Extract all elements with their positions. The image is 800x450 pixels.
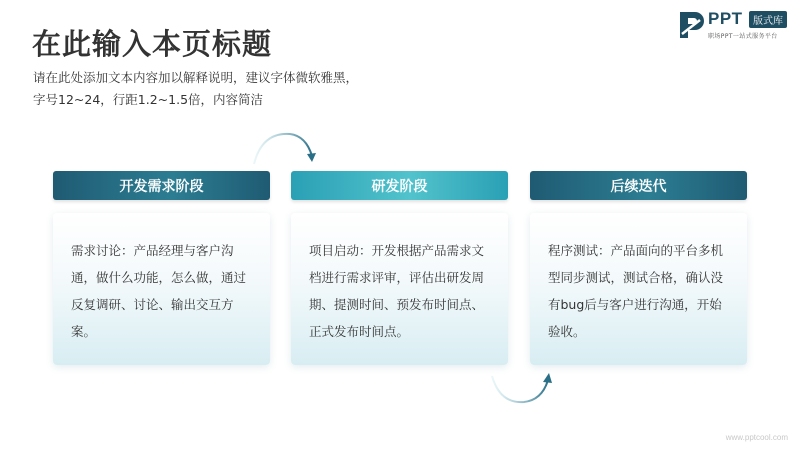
watermark: www.pptcool.com bbox=[725, 433, 788, 442]
stage-3-card bbox=[530, 213, 747, 365]
brand-logo bbox=[678, 8, 794, 42]
stage-1-text: 需求讨论：产品经理与客户沟通，做什么功能，怎么做，通过反复调研、讨论、输出交互方案。 bbox=[71, 243, 247, 339]
curved-arrow-bottom-icon bbox=[486, 368, 558, 408]
logo-p-icon bbox=[678, 10, 706, 40]
subtitle-line-2: 字号12~24，行距1.2~1.5倍，内容简洁 bbox=[33, 92, 264, 107]
stage-2-header: 研发阶段 bbox=[291, 171, 508, 200]
stage-1-header: 开发需求阶段 bbox=[53, 171, 270, 200]
page-title: 在此输入本页标题 bbox=[32, 27, 273, 61]
logo-badge: 版式库 bbox=[749, 11, 787, 28]
logo-tagline: 职场PPT一站式服务平台 bbox=[708, 33, 778, 40]
stage-1-card bbox=[53, 213, 270, 365]
stage-2-text: 项目启动：开发根据产品需求文档进行需求评审，评估出研发周期、提测时间、预发布时间点、正式发布时间点。 bbox=[309, 243, 485, 339]
curved-arrow-top-icon bbox=[248, 128, 320, 170]
page-subtitle bbox=[33, 67, 358, 111]
subtitle-line-1: 请在此处添加文本内容加以解释说明，建议字体微软雅黑， bbox=[33, 70, 359, 85]
stage-3-text: 程序测试：产品面向的平台多机型同步测试，测试合格，确认没有bug后与客户进行沟通，开始验收。 bbox=[548, 243, 724, 339]
logo-name: PPT bbox=[708, 9, 743, 28]
stage-3-header: 后续迭代 bbox=[530, 171, 747, 200]
stage-2-card bbox=[291, 213, 508, 365]
